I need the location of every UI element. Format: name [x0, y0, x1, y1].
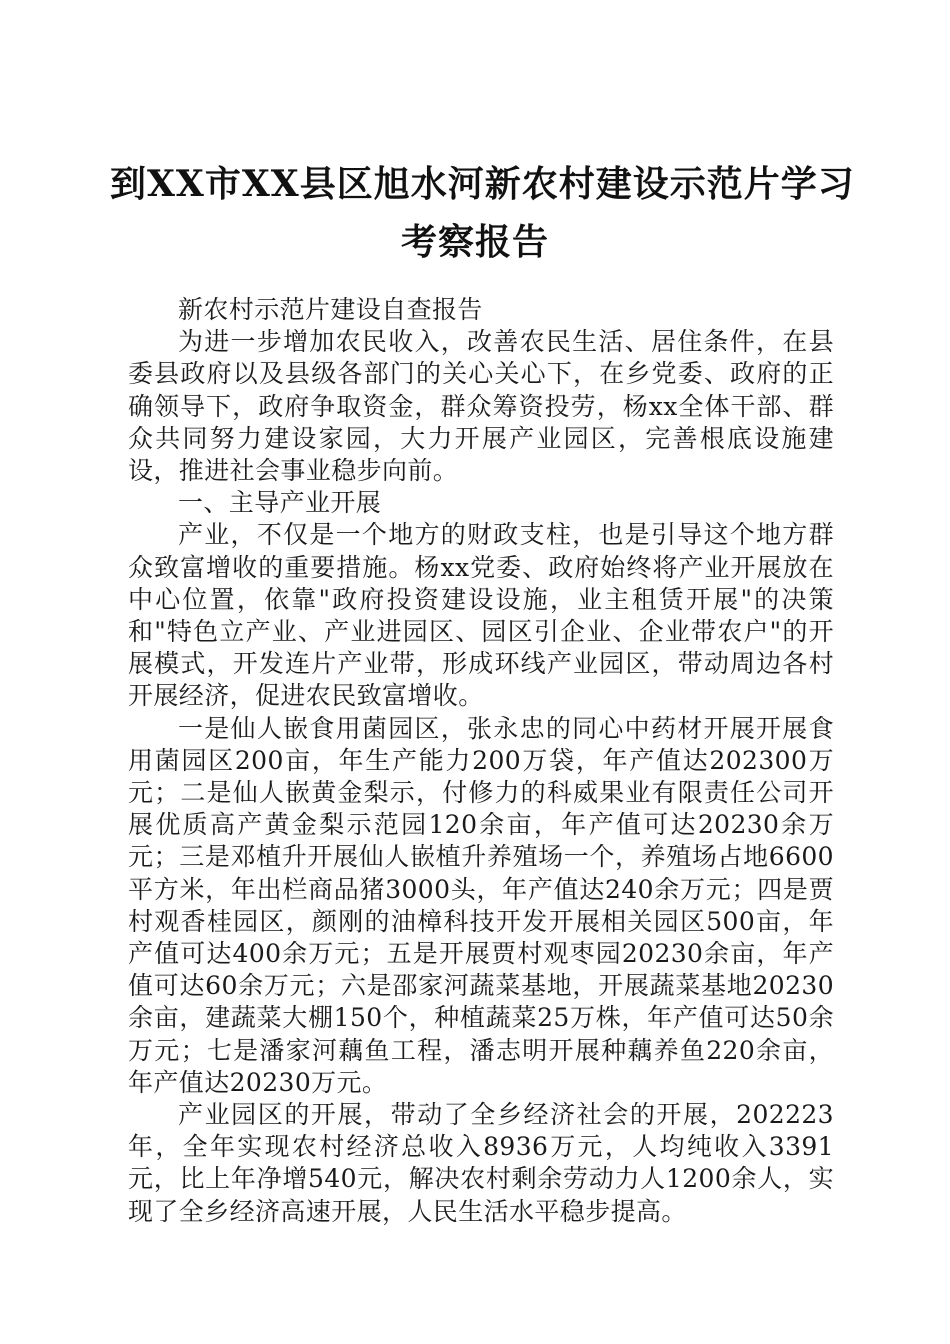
- paragraph-results: 产业园区的开展，带动了全乡经济社会的开展，202223年，全年实现农村经济总收入8936万元，人均纯收入3391元，比上年净增540元，解决农村剩余劳动力人1200余人，实现了全乡经济高速开展，人民生活水平稳步提高。: [128, 1100, 834, 1226]
- paragraph-parks: 一是仙人嵌食用菌园区，张永忠的同心中药材开展开展食用菌园区200亩，年生产能力200万袋，年产值达202300万元；二是仙人嵌黄金梨示，付修力的科威果业有限责任公司开展优质高产黄金梨示范园120余亩，年产值可达20230余万元；三是邓植升开展仙人嵌植升养殖场一个，养殖场占地6600平方米，年出栏商品猪3000头，年产值达240余万元；四是贾村观香桂园区，颜刚的油樟科技开发开展相关园区500亩，年产值可达400余万元；五是开展贾村观枣园20230余亩，年产值可达60余万元；六是邵家河蔬菜基地，开展蔬菜基地20230余亩，建蔬菜大棚150个，种植蔬菜25万株，年产值可达50余万元；七是潘家河藕鱼工程，潘志明开展种藕养鱼220余亩，年产值达20230万元。: [128, 713, 834, 1097]
- document-title-line-2: 考察报告: [400, 221, 549, 263]
- paragraph-industry: 产业，不仅是一个地方的财政支柱，也是引导这个地方群众致富增收的重要措施。杨xx党委、政府始终将产业开展放在中心位置，依靠"政府投资建设设施，业主租赁开展"的决策和"特色立产业、产业进园区、园区引企业、企业带农户"的开展模式，开发连片产业带，形成环线产业园区，带动周边各村开展经济，促进农民致富增收。: [128, 520, 834, 711]
- paragraph-subtitle: 新农村示范片建设自查报告: [178, 295, 483, 324]
- section-heading: 一、主导产业开展: [178, 488, 382, 518]
- document-body: [128, 294, 834, 1228]
- paragraph-intro: 为进一步增加农民收入，改善农民生活、居住条件，在县委县政府以及县级各部门的关心关心下，在乡党委、政府的正确领导下，政府争取资金，群众筹资投劳，杨xx全体干部、群众共同努力建设家园，大力开展产业园区，完善根底设施建设，推进社会事业稳步向前。: [128, 327, 834, 486]
- document-title-line-1: 到XX市XX县区旭水河新农村建设示范片学习: [110, 163, 855, 205]
